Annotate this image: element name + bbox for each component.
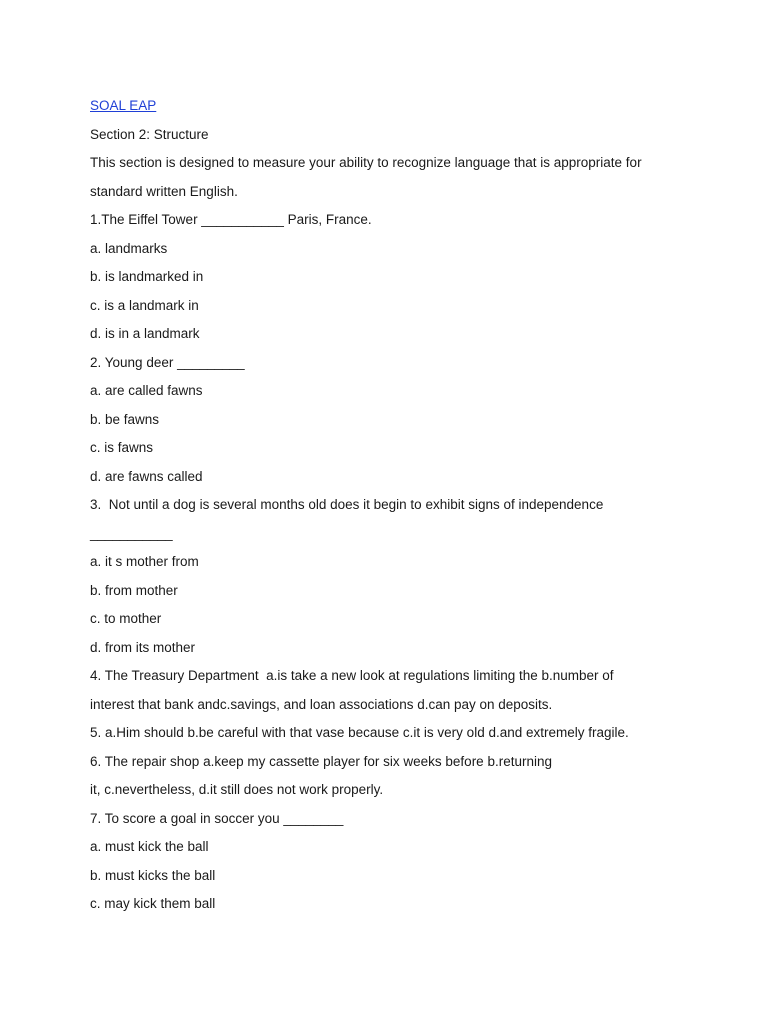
question-1-stem: 1.The Eiffel Tower ___________ Paris, France. [90, 212, 372, 227]
intro-text-line-1: This section is designed to measure your ability to recognize language that is appropriate for [90, 155, 642, 170]
document-title-link[interactable]: SOAL EAP [90, 98, 157, 113]
question-6-line-2: it, c.nevertheless, d.it still does not work properly. [90, 782, 384, 797]
question-2-option-d: d. are fawns called [90, 468, 203, 484]
question-2-option-b: b. be fawns [90, 411, 160, 427]
question-7-stem: 7. To score a goal in soccer you ________ [90, 810, 344, 826]
question-4-line-2: interest that bank andc.savings, and loan associations d.can pay on deposits. [90, 696, 553, 712]
question-4-line-1: 4. The Treasury Department a.is take a new look at regulations limiting the b.number of [90, 668, 614, 683]
document-title-row [90, 92, 690, 121]
question-1-option-d: d. is in a landmark [90, 326, 200, 341]
question-1-option-b: b. is landmarked in [90, 269, 204, 284]
question-5-line-1: 5. a.Him should b.be careful with that vase because c.it is very old d.and extremely fragile. [90, 725, 629, 740]
document-body [90, 92, 690, 919]
question-1-option-a: a. landmarks [90, 240, 168, 256]
question-3-option-d: d. from its mother [90, 639, 196, 655]
question-1-option-c: c. is a landmark in [90, 297, 199, 313]
question-2-option-a: a. are called fawns [90, 383, 203, 398]
question-3-option-b: b. from mother [90, 582, 178, 598]
question-7-option-c: c. may kick them ball [90, 896, 216, 911]
question-3-stem: 3. Not until a dog is several months old does it begin to exhibit signs of independence [90, 497, 604, 512]
section-heading: Section 2: Structure [90, 126, 209, 142]
question-3-blank: ___________ [90, 525, 173, 541]
question-2-option-c: c. is fawns [90, 440, 154, 455]
question-3-option-a: a. it s mother from [90, 554, 199, 569]
question-7-option-a: a. must kick the ball [90, 839, 209, 854]
intro-text-line-2: standard written English. [90, 183, 238, 199]
question-3-option-c: c. to mother [90, 611, 162, 626]
question-2-stem: 2. Young deer _________ [90, 354, 245, 370]
question-6-line-1: 6. The repair shop a.keep my cassette player for six weeks before b.returning [90, 753, 552, 769]
question-7-option-b: b. must kicks the ball [90, 867, 216, 883]
